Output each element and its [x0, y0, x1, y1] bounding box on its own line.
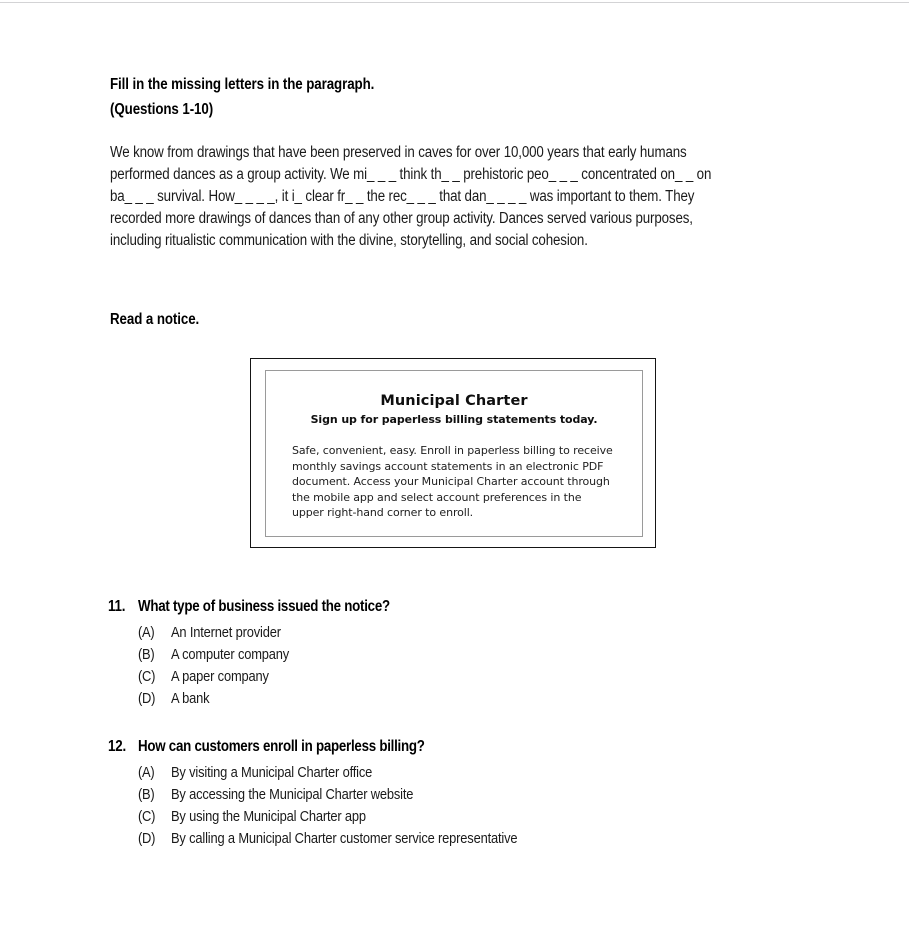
option-letter-text: (C)	[138, 668, 156, 685]
question-12-options	[108, 762, 848, 850]
question-11-option-c[interactable]	[138, 666, 848, 688]
paragraph-line-text: We know from drawings that have been preserved in caves for over 10,000 years that early humans	[110, 144, 687, 161]
question-12-number-text: 12.	[108, 738, 127, 755]
question-11-option-b[interactable]	[138, 644, 848, 666]
option-label-text: By using the Municipal Charter app	[171, 808, 366, 825]
question-11-prompt	[138, 598, 431, 616]
fill-in-instructions	[110, 72, 850, 122]
option-label-text: A paper company	[171, 668, 269, 685]
option-label	[171, 784, 453, 806]
question-12	[108, 738, 848, 850]
option-label-text: By accessing the Municipal Charter website	[171, 786, 414, 803]
paragraph-line	[110, 208, 810, 230]
option-label-text: A bank	[171, 690, 210, 707]
question-11-option-a[interactable]	[138, 622, 848, 644]
read-notice-instruction	[110, 311, 214, 329]
option-letter-text: (B)	[138, 786, 155, 803]
paragraph-line-text: ba_ _ _ survival. How_ _ _ _, it i_ clear fr_ _ the rec_ _ _ that dan_ _ _ _ was important to them. They	[110, 188, 695, 205]
paragraph-line-text: including ritualistic communication with the divine, storytelling, and social cohesion.	[110, 232, 588, 249]
option-letter-text: (C)	[138, 808, 156, 825]
page-top-divider	[0, 2, 909, 3]
fill-in-instruction-line-2-text: (Questions 1-10)	[110, 101, 214, 118]
option-letter	[138, 666, 171, 688]
question-11-heading	[108, 598, 848, 616]
notice-body-text: Safe, convenient, easy. Enroll in paperless billing to receive monthly savings account statements in an electronic PDF document. Access your Municipal Charter account through the mobile app and select account preferences in the upper right-hand corner to enroll.	[292, 444, 613, 520]
option-label	[171, 762, 405, 784]
paragraph-line	[110, 186, 810, 208]
option-letter	[138, 784, 171, 806]
option-letter	[138, 622, 171, 644]
fill-in-instruction-line-1-text: Fill in the missing letters in the paragraph.	[110, 76, 375, 93]
question-11-options	[108, 622, 848, 710]
notice-card-inner-frame	[265, 370, 643, 537]
option-label	[171, 828, 574, 850]
option-label-text: An Internet provider	[171, 624, 281, 641]
option-letter	[138, 828, 171, 850]
option-label-text: By calling a Municipal Charter customer service representative	[171, 830, 518, 847]
paragraph-line	[110, 230, 810, 252]
option-label-text: By visiting a Municipal Charter office	[171, 764, 373, 781]
question-11	[108, 598, 848, 710]
question-11-number-text: 11.	[108, 598, 126, 615]
option-label	[171, 806, 398, 828]
read-notice-instruction-text: Read a notice.	[110, 311, 200, 328]
option-letter-text: (A)	[138, 624, 155, 641]
notice-card-outer-frame	[250, 358, 656, 548]
paragraph-line	[110, 164, 810, 186]
question-12-prompt-text: How can customers enroll in paperless billing?	[138, 738, 425, 755]
question-12-option-c[interactable]	[138, 806, 848, 828]
fill-in-instruction-line-1	[110, 72, 850, 97]
option-letter-text: (D)	[138, 690, 156, 707]
option-letter-text: (D)	[138, 830, 156, 847]
option-letter	[138, 806, 171, 828]
question-11-prompt-text: What type of business issued the notice?	[138, 598, 390, 615]
paragraph-line-text: performed dances as a group activity. We mi_ _ _ think th_ _ prehistoric peo_ _ _ concentrated on_ _ on	[110, 166, 712, 183]
notice-subtitle: Sign up for paperless billing statements today.	[310, 413, 598, 426]
question-12-option-a[interactable]	[138, 762, 848, 784]
option-letter	[138, 644, 171, 666]
option-label	[171, 688, 216, 710]
paragraph-line	[110, 142, 810, 164]
fill-in-instruction-line-2	[110, 97, 850, 122]
option-label-text: A computer company	[171, 646, 290, 663]
option-label	[171, 666, 285, 688]
option-label	[171, 644, 308, 666]
option-letter	[138, 688, 171, 710]
option-letter	[138, 762, 171, 784]
notice-content	[266, 393, 642, 521]
question-12-heading	[108, 738, 848, 756]
question-11-number	[108, 598, 138, 616]
notice-title: Municipal Charter	[380, 393, 528, 409]
question-12-option-d[interactable]	[138, 828, 848, 850]
option-letter-text: (B)	[138, 646, 155, 663]
fill-in-paragraph	[110, 142, 810, 252]
paragraph-line-text: recorded more drawings of dances than of any other group activity. Dances served various purposes,	[110, 210, 693, 227]
option-label	[171, 622, 299, 644]
question-12-option-b[interactable]	[138, 784, 848, 806]
question-12-prompt	[138, 738, 471, 756]
question-11-option-d[interactable]	[138, 688, 848, 710]
option-letter-text: (A)	[138, 764, 155, 781]
question-12-number	[108, 738, 138, 756]
